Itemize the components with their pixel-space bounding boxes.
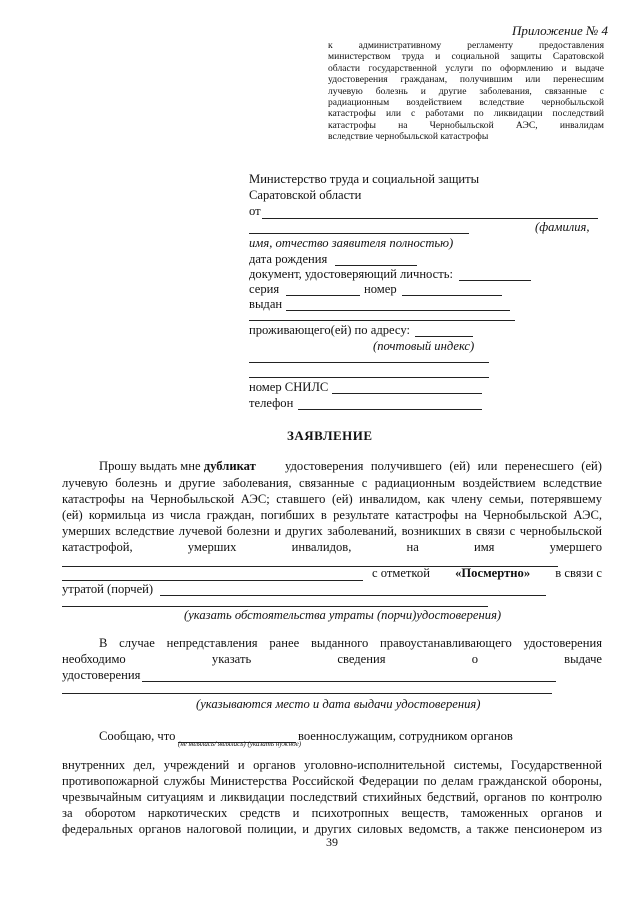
- p1-lead-text: Прошу выдать мне: [99, 459, 201, 473]
- deceased-name-field-2[interactable]: [62, 580, 363, 581]
- p3-prefix: Сообщаю, что: [99, 729, 176, 743]
- posthumous-mark-line: [372, 566, 602, 581]
- residing-label: проживающего(ей) по адресу:: [249, 323, 410, 337]
- issued-label: выдан: [249, 297, 283, 311]
- mark-prefix: с отметкой: [372, 566, 430, 580]
- name-field-2[interactable]: [249, 233, 469, 234]
- p1-line: лучевую болезнь и другие заболевания, связанные с радиационным воздействием вследствие: [62, 476, 602, 490]
- number-field[interactable]: [402, 295, 502, 296]
- p3-suffix: военнослужащим, сотрудником органов: [298, 729, 513, 743]
- p3-line: противопожарной службы Министерства Российской Федерации по делам гражданской обороны,: [62, 774, 602, 788]
- postal-code-field[interactable]: [415, 336, 473, 337]
- birth-field[interactable]: [335, 265, 417, 266]
- statement-heading: ЗАЯВЛЕНИЕ: [287, 428, 373, 443]
- issue-details-hint: (указываются место и дата выдачи удостоверения): [196, 697, 481, 711]
- issue-details-field[interactable]: [142, 681, 556, 682]
- phone-label: телефон: [249, 396, 294, 410]
- p1-line: катастрофы на Чернобыльской АЭС; ставшего (ей) инвалидом, как члену семьи, потерявшему: [62, 492, 602, 506]
- p2-line-2: необходимо указать сведения о выдаче: [62, 652, 602, 666]
- p3-line: за оборотом наркотических средств и психотропных веществ, таможенных органов и: [62, 806, 602, 820]
- p2-line-3: удостоверения: [62, 668, 141, 682]
- birth-label: дата рождения: [249, 252, 328, 266]
- page-number: 39: [326, 835, 338, 849]
- appendix-line: лучевую болезнь и другие заболевания, связанные с: [328, 85, 604, 97]
- appendix-line: области государственной услуги по оформлению и выдаче: [328, 62, 604, 74]
- mark-value: «Посмертно»: [455, 566, 531, 580]
- status-hint: (не являлась/ являлась) (указать нужное): [178, 740, 302, 748]
- series-label: серия: [249, 282, 280, 296]
- p1-line: (ей) кормильца из числа граждан, погибших в результате катастрофы на Чернобыльской АЭС,: [62, 508, 602, 522]
- appendix-line: катастрофы на Чернобыльской АЭС, инвалидам: [328, 119, 604, 131]
- duplicate-word: дубликат: [203, 459, 256, 473]
- appendix-line: к административному регламенту предоставления: [328, 40, 604, 51]
- p3-line: федеральных органов налоговой полиции, и других силовых ведомств, а также пенсионером из: [62, 822, 602, 836]
- paragraph-1: [62, 475, 602, 555]
- p1-line-1-tail: удостоверения получившего (ей) или перенесшего (ей): [285, 459, 602, 473]
- issue-details-field-2[interactable]: [62, 693, 552, 694]
- p1-line: катастрофой, умерших инвалидов, на имя умершего: [62, 540, 602, 554]
- phone-field[interactable]: [298, 409, 482, 410]
- loss-hint: (указать обстоятельства утраты (порчи)удостоверения): [184, 608, 502, 622]
- p3-line: внутренних дел, учреждений и органов уголовно-исполнительной системы, Государственной: [62, 758, 602, 772]
- appendix-title: Приложение № 4: [511, 23, 608, 38]
- from-label: от: [249, 204, 261, 218]
- mark-suffix: в связи с: [555, 566, 602, 580]
- address-field-1[interactable]: [249, 362, 489, 363]
- issued-field-2[interactable]: [249, 320, 515, 321]
- snils-field[interactable]: [332, 393, 482, 394]
- ministry-line2: Саратовской области: [249, 188, 362, 202]
- p2-line-1: В случае непредставления ранее выданного правоустанавливающего удостоверения: [99, 636, 602, 650]
- loss-field-2[interactable]: [62, 606, 488, 607]
- loss-label: утратой (порчей): [62, 582, 154, 596]
- postal-hint: (почтовый индекс): [373, 339, 475, 353]
- address-field-2[interactable]: [249, 377, 489, 378]
- id-doc-label: документ, удостоверяющий личность:: [249, 267, 454, 281]
- appendix-line: удостоверения гражданам, получившим или перенесшим: [328, 74, 604, 86]
- ministry-line1: Министерство труда и социальной защиты: [249, 172, 480, 186]
- appendix-line: вследствие чернобыльской катастрофы: [328, 131, 489, 143]
- name-hint-part1: (фамилия,: [535, 220, 590, 234]
- p1-lead: [99, 459, 256, 474]
- id-doc-field[interactable]: [459, 280, 531, 281]
- p1-line: умерших вследствие лучевой болезни и других заболеваний, возникших в связи с чернобыльской: [62, 524, 602, 538]
- number-label: номер: [364, 282, 397, 296]
- issued-field[interactable]: [286, 310, 510, 311]
- name-hint-part2: имя, отчество заявителя полностью): [249, 236, 454, 250]
- appendix-line: министерством труда и социальной защиты Саратовской: [328, 51, 604, 63]
- snils-label: номер СНИЛС: [249, 380, 329, 394]
- series-field[interactable]: [286, 295, 360, 296]
- appendix-text: [328, 40, 604, 143]
- from-field[interactable]: [262, 218, 598, 219]
- appendix-line: радиационным воздействием вследствие чернобыльской: [328, 96, 604, 108]
- p3-line: чрезвычайным ситуациям и ликвидации последствий стихийных бедствий, органов по контролю: [62, 790, 602, 804]
- loss-field[interactable]: [160, 595, 546, 596]
- appendix-line: катастрофы или с работами по ликвидации последствий: [328, 108, 604, 120]
- paragraph-3: [62, 757, 602, 837]
